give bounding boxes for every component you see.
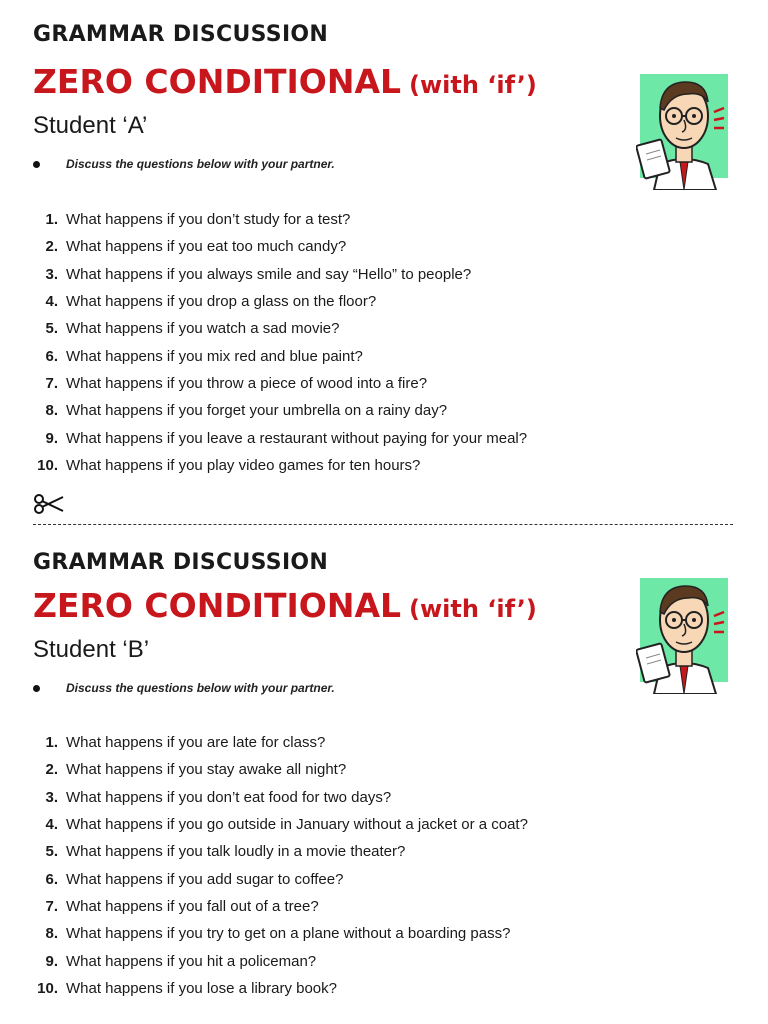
worksheet-title	[33, 62, 537, 101]
title-sub: (with ‘if’)	[409, 71, 537, 99]
list-item	[0, 452, 527, 479]
list-item	[0, 424, 527, 451]
question-number: 6.	[45, 347, 58, 365]
question-list	[0, 206, 527, 479]
question-text: What happens if you watch a sad movie?	[66, 320, 340, 338]
title-main: ZERO CONDITIONAL	[33, 62, 402, 101]
question-number: 8.	[45, 925, 58, 943]
list-item	[0, 729, 528, 756]
question-text: What happens if you leave a restaurant without paying for your meal?	[66, 429, 528, 447]
instruction	[33, 157, 335, 171]
bullet-icon	[33, 161, 40, 168]
question-number: 2.	[45, 238, 58, 256]
question-text: What happens if you forget your umbrella on a rainy day?	[66, 402, 448, 420]
instruction-text: Discuss the questions below with your partner.	[66, 157, 335, 171]
question-number: 9.	[45, 429, 58, 447]
question-text: What happens if you eat too much candy?	[66, 238, 347, 256]
question-text: What happens if you mix red and blue paint?	[66, 347, 363, 365]
list-item	[0, 288, 527, 315]
list-item	[0, 865, 528, 892]
question-text: What happens if you lose a library book?	[66, 979, 337, 997]
question-number: 5.	[45, 320, 58, 338]
question-text: What happens if you add sugar to coffee?	[66, 870, 344, 888]
question-text: What happens if you drop a glass on the floor?	[66, 293, 377, 311]
question-text: What happens if you don’t study for a test?	[66, 211, 351, 229]
question-text: What happens if you don’t eat food for two days?	[66, 788, 392, 806]
question-number: 8.	[45, 402, 58, 420]
question-number: 6.	[45, 870, 58, 888]
list-item	[0, 342, 527, 369]
bullet-icon	[33, 685, 40, 692]
question-number: 5.	[45, 843, 58, 861]
student-label: Student ‘B’	[33, 636, 150, 663]
question-number: 4.	[45, 293, 58, 311]
instruction-text: Discuss the questions below with your partner.	[66, 681, 335, 695]
list-item	[0, 838, 528, 865]
list-item	[0, 893, 528, 920]
question-text: What happens if you hit a policeman?	[66, 952, 317, 970]
question-text: What happens if you always smile and say “Hello” to people?	[66, 265, 472, 283]
question-text: What happens if you fall out of a tree?	[66, 897, 319, 915]
worksheet-student-b	[0, 524, 768, 1024]
question-number: 1.	[45, 211, 58, 229]
question-text: What happens if you go outside in January without a jacket or a coat?	[66, 816, 528, 834]
list-item	[0, 975, 528, 1002]
list-item	[0, 370, 527, 397]
question-text: What happens if you try to get on a plane without a boarding pass?	[66, 925, 511, 943]
list-item	[0, 206, 527, 233]
list-item	[0, 233, 527, 260]
list-item	[0, 784, 528, 811]
question-number: 3.	[45, 788, 58, 806]
question-number: 7.	[45, 897, 58, 915]
question-list	[0, 729, 528, 1002]
list-item	[0, 315, 527, 342]
question-text: What happens if you are late for class?	[66, 734, 326, 752]
question-text: What happens if you throw a piece of wood into a fire?	[66, 374, 428, 392]
question-number: 4.	[45, 816, 58, 834]
student-label: Student ‘A’	[33, 112, 148, 139]
worksheet-heading: GRAMMAR DISCUSSION	[33, 22, 329, 47]
question-text: What happens if you talk loudly in a movie theater?	[66, 843, 406, 861]
question-text: What happens if you play video games for ten hours?	[66, 456, 421, 474]
scissors-icon	[33, 493, 65, 515]
question-text: What happens if you stay awake all night?	[66, 761, 347, 779]
list-item	[0, 920, 528, 947]
question-number: 7.	[45, 374, 58, 392]
list-item	[0, 756, 528, 783]
teacher-cartoon-icon	[636, 576, 732, 694]
list-item	[0, 397, 527, 424]
question-number: 3.	[45, 265, 58, 283]
question-number: 1.	[45, 734, 58, 752]
list-item	[0, 947, 528, 974]
title-sub: (with ‘if’)	[409, 595, 537, 623]
worksheet-title	[33, 586, 537, 625]
title-main: ZERO CONDITIONAL	[33, 586, 402, 625]
list-item	[0, 261, 527, 288]
question-number: 10.	[37, 979, 58, 997]
teacher-cartoon-icon	[636, 72, 732, 190]
instruction	[33, 681, 335, 695]
list-item	[0, 811, 528, 838]
question-number: 9.	[45, 952, 58, 970]
question-number: 2.	[45, 761, 58, 779]
question-number: 10.	[37, 456, 58, 474]
worksheet-heading: GRAMMAR DISCUSSION	[33, 550, 329, 575]
